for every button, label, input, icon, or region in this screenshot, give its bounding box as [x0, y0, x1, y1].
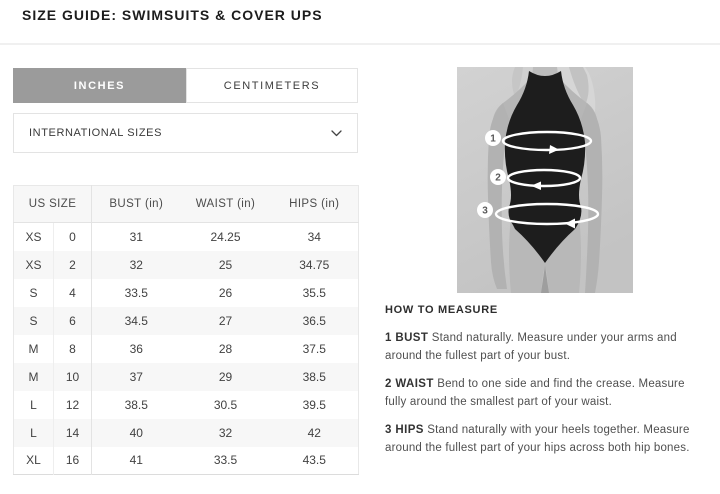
table-row [14, 251, 359, 279]
cell-waist: 30.5 [213, 397, 238, 412]
col-header-waist: WAIST (in) [181, 186, 271, 223]
cell-us-size: 14 [54, 419, 92, 447]
cell-bust: 37 [129, 369, 143, 384]
international-sizes-dropdown[interactable] [13, 113, 358, 153]
cell-waist: 33.5 [213, 453, 238, 468]
table-row [14, 307, 359, 335]
chevron-down-icon [331, 130, 342, 137]
cell-size-letter: S [14, 279, 54, 307]
cell-size-letter: M [14, 363, 54, 391]
measure-step [385, 421, 695, 457]
cell-hips: 35.5 [302, 285, 326, 300]
tab-centimeters[interactable]: CENTIMETERS [186, 68, 358, 103]
cell-us-size: 4 [54, 279, 92, 307]
cell-waist: 27 [218, 313, 233, 328]
cell-hips: 37.5 [302, 341, 326, 356]
size-table-body [14, 223, 359, 475]
measure-step-text: Stand naturally with your heels together. Measure around the fullest part of your hips across both hip bones. [385, 424, 690, 454]
cell-size-letter: L [14, 391, 54, 419]
cell-us-size: 6 [54, 307, 92, 335]
size-table-header-row [14, 186, 359, 223]
cell-bust: 41 [129, 453, 143, 468]
cell-us-size: 16 [54, 447, 92, 475]
table-row [14, 391, 359, 419]
cell-size-letter: XS [14, 223, 54, 251]
cell-us-size: 10 [54, 363, 92, 391]
table-row [14, 335, 359, 363]
cell-bust: 34.5 [124, 313, 148, 328]
badge-3-label: 3 [482, 205, 488, 217]
model-photo [457, 67, 633, 293]
measure-step-text: Stand naturally. Measure under your arms and around the fullest part of your bust. [385, 332, 677, 362]
col-header-hips: HIPS (in) [271, 186, 359, 223]
how-to-measure-steps [385, 329, 695, 457]
table-row [14, 447, 359, 475]
col-header-us-size: US SIZE [14, 186, 92, 223]
cell-bust: 33.5 [124, 285, 148, 300]
cell-waist: 24.25 [210, 229, 241, 244]
cell-waist: 26 [218, 285, 233, 300]
cell-hips: 34.75 [299, 257, 330, 272]
col-header-bust: BUST (in) [92, 186, 181, 223]
cell-hips: 36.5 [302, 313, 326, 328]
cell-size-letter: XL [14, 447, 54, 475]
cell-hips: 39.5 [302, 397, 326, 412]
table-row [14, 363, 359, 391]
cell-waist: 32 [218, 425, 233, 440]
tab-inches[interactable]: INCHES [13, 68, 186, 103]
size-guide-panel [13, 68, 358, 475]
cell-bust: 38.5 [124, 397, 148, 412]
cell-bust: 36 [129, 341, 143, 356]
how-to-measure-heading: HOW TO MEASURE [385, 304, 498, 316]
cell-size-letter: S [14, 307, 54, 335]
how-to-measure-section [385, 304, 695, 467]
cell-size-letter: M [14, 335, 54, 363]
measure-step [385, 329, 695, 365]
cell-hips: 42 [307, 425, 321, 440]
unit-tabs [13, 68, 358, 103]
cell-waist: 28 [218, 341, 233, 356]
badge-2-label: 2 [495, 172, 501, 184]
page-title: SIZE GUIDE: SWIMSUITS & COVER UPS [22, 7, 323, 23]
cell-waist: 25 [218, 257, 233, 272]
cell-us-size: 12 [54, 391, 92, 419]
measurement-figure-illustration [457, 67, 633, 293]
cell-us-size: 8 [54, 335, 92, 363]
cell-hips: 34 [307, 229, 321, 244]
measure-step-label: 1 BUST [385, 332, 429, 344]
size-table [13, 185, 359, 475]
table-row [14, 223, 359, 251]
cell-us-size: 2 [54, 251, 92, 279]
dropdown-selected-value: INTERNATIONAL SIZES [29, 127, 163, 139]
table-row [14, 419, 359, 447]
cell-hips: 43.5 [302, 453, 326, 468]
measure-step [385, 375, 695, 411]
cell-size-letter: XS [14, 251, 54, 279]
table-row [14, 279, 359, 307]
header-divider [0, 43, 720, 45]
cell-bust: 32 [129, 257, 143, 272]
cell-bust: 40 [129, 425, 143, 440]
cell-bust: 31 [129, 229, 143, 244]
cell-hips: 38.5 [302, 369, 326, 384]
cell-waist: 29 [218, 369, 233, 384]
cell-size-letter: L [14, 419, 54, 447]
measure-step-text: Bend to one side and find the crease. Measure fully around the smallest part of your waist. [385, 378, 685, 408]
measure-step-label: 2 WAIST [385, 378, 434, 390]
badge-1-label: 1 [490, 133, 496, 145]
measure-step-label: 3 HIPS [385, 424, 424, 436]
cell-us-size: 0 [54, 223, 92, 251]
